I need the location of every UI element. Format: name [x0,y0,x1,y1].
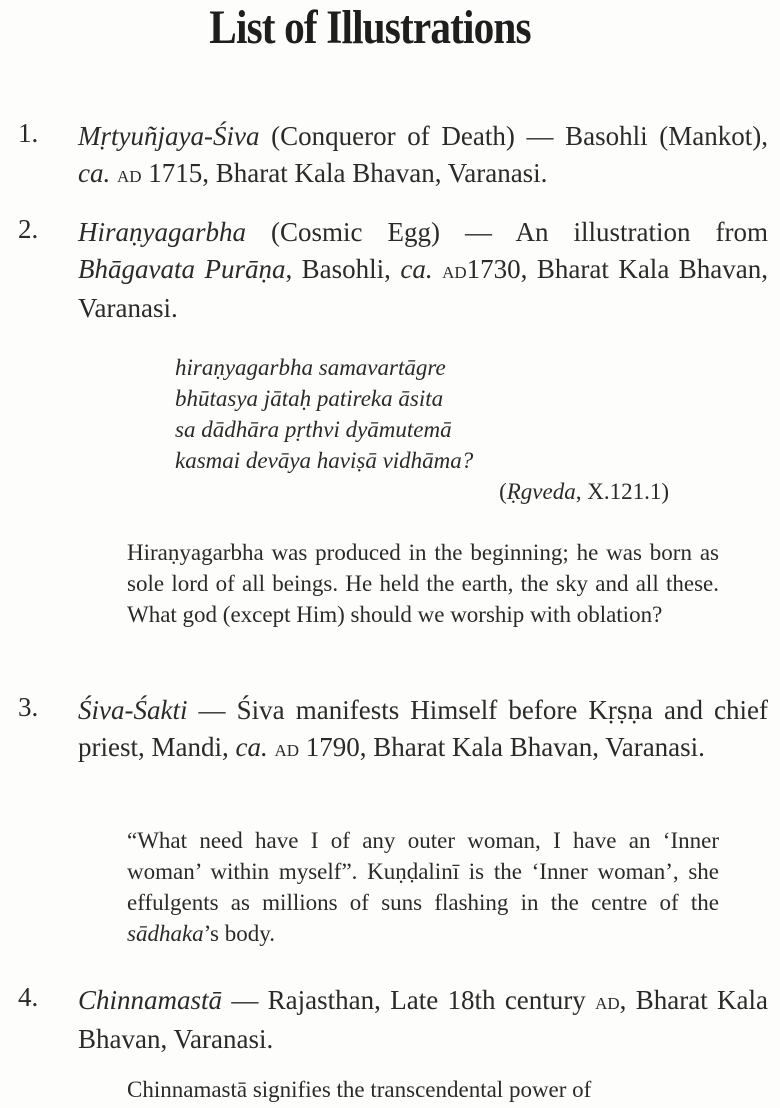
item-number: 3. [18,692,39,722]
list-item [18,692,768,768]
verse-translation: Hiraṇyagarbha was produced in the beginning; he was born as sole lord of all beings. He held the earth, the sky and all these. What god (except Him) should we worship with oblation? [127,540,719,627]
item-title: Hiraṇyagarbha [78,217,246,247]
verse-line: bhūtasya jātaḥ patireka āsita [175,386,444,411]
sanskrit-verse [175,352,675,507]
item-number: 2. [18,214,39,244]
verse-line: hiraṇyagarbha samavartāgre [175,355,446,380]
item-caption: Śiva-Śakti — Śiva manifests Himself before Kṛṣṇa and chief priest, Mandi, ca. ad 1790, Bharat Kala Bhavan, Varanasi. [78,695,768,762]
page-title: List of Illustrations [209,1,531,54]
list-item [18,982,768,1058]
item-title: Mṛtyuñjaya-Śiva [78,121,260,151]
verse-citation: (Ṛgveda, X.121.1) [499,479,669,504]
item-title: Chinnamastā [78,985,223,1015]
item-number: 1. [18,118,39,148]
verse-line: sa dādhāra pṛthvi dyāmutemā [175,417,452,442]
item-caption: Hiraṇyagarbha (Cosmic Egg) — An illustration from Bhāgavata Purāṇa, Basohli, ca. ad1730, Bharat Kala Bhavan, Varanasi. [78,217,768,323]
item-title: Śiva-Śakti [78,695,188,725]
list-item [18,214,768,327]
item-caption: Chinnamastā — Rajasthan, Late 18th century ad, Bharat Kala Bhavan, Varanasi. [78,985,768,1054]
item-note: “What need have I of any outer woman, I have an ‘Inner woman’ within myself”. Kuṇḍalinī is the ‘Inner woman’, she effulgents as millions of suns flashing in the centre of the sādhaka’s body. [127,828,719,946]
item-number: 4. [18,982,39,1012]
list-item [18,118,768,194]
item-note: Chinnamastā signifies the transcendental power of [127,1077,592,1102]
item-caption: Mṛtyuñjaya-Śiva (Conqueror of Death) — Basohli (Mankot), ca. ad 1715, Bharat Kala Bhavan, Varanasi. [78,121,768,188]
verse-line: kasmai devāya haviṣā vidhāma? [175,448,474,473]
